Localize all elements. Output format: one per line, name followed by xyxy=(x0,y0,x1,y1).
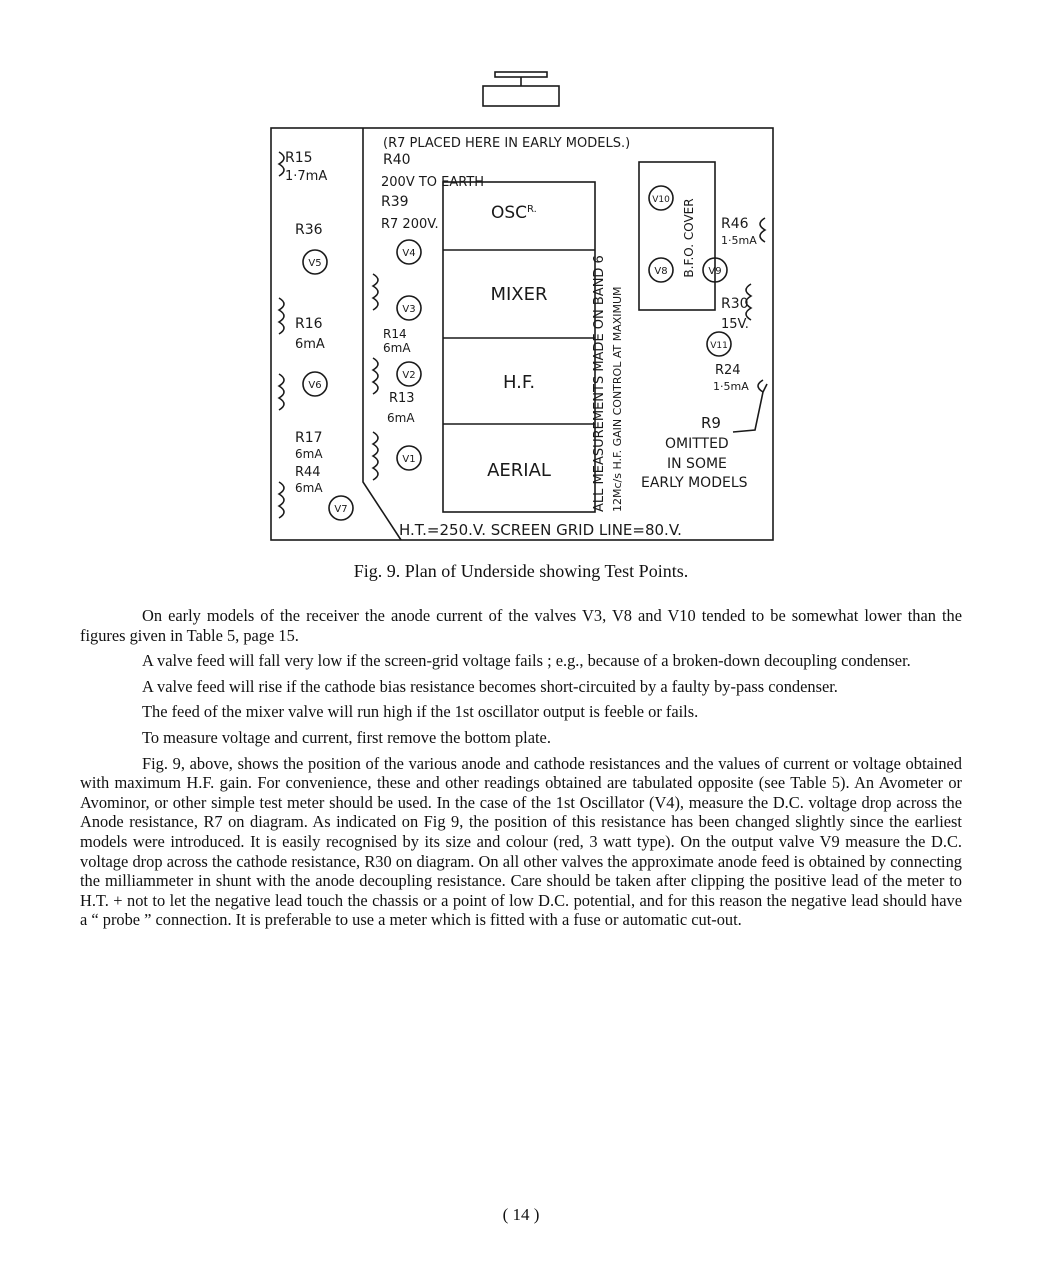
label-v6: V6 xyxy=(308,380,322,391)
paragraph: To measure voltage and current, first remove the bottom plate. xyxy=(142,727,551,747)
label-r15: R15 xyxy=(285,150,313,166)
label-r40: R40 xyxy=(383,152,411,168)
paragraph: Fig. 9, above, shows the position of the various anode and cathode resistances and the values of current or voltage obtained with maximum H.F. gain. For convenience, these and other readings obtained are tabulated opposite (see Table 5). An Avometer or Avominor, or other simple test meter should be used. In the case of the 1st Oscillator (V4), measure the D.C. voltage drop across the Anode resistance, R7 on diagram. As indicated on Fig 9, the position of this resistance has been changed slightly since the earliest models were introduced. It is easily recognised by its size and colour (red, 3 watt type). On the output valve V9 measure the D.C. voltage drop across the cathode resistance, R30 on diagram. On all other valves the approximate anode feed is obtained by connecting the milliammeter in shunt with the anode decoupling resistance. Care should be taken after clipping the positive lead of the meter to H.T. + not to let the negative lead touch the chassis or a point of low D.C. potential, and for this reason the negative lead should have a “ probe ” connection. It is preferable to use a meter which is fitted with a fuse or automatic cut-out. xyxy=(80,753,962,930)
paragraph: A valve feed will rise if the cathode bias resistance becomes short-circuited by a faulty by-pass condenser. xyxy=(142,676,838,696)
label-r30: R30 xyxy=(721,296,749,312)
label-v9: V9 xyxy=(708,266,722,277)
label-r16-value: 6mA xyxy=(295,337,325,352)
label-v11: V11 xyxy=(710,341,728,351)
resistor-r6-symbol xyxy=(279,374,284,410)
label-r44-value: 6mA xyxy=(295,481,323,495)
label-v1: V1 xyxy=(402,454,416,465)
connector-body xyxy=(483,86,559,106)
paragraph: On early models of the receiver the anode current of the valves V3, V8 and V10 tended to be somewhat lower than the figures given in Table 5, page 15. xyxy=(80,606,962,645)
label-r14-value: 6mA xyxy=(383,341,411,355)
label-r13-value: 6mA xyxy=(387,411,415,425)
figure-caption: Fig. 9. Plan of Underside showing Test Points. xyxy=(353,561,689,581)
label-r46: R46 xyxy=(721,216,749,232)
label-r17-value: 6mA xyxy=(295,447,323,461)
label-200v-earth: 200V TO EARTH xyxy=(381,175,485,190)
label-v3: V3 xyxy=(402,304,416,315)
label-v4: V4 xyxy=(402,248,416,259)
label-v5: V5 xyxy=(308,258,322,269)
label-r13: R13 xyxy=(389,391,415,406)
resistor-r16-symbol xyxy=(279,298,284,334)
page-number: ( 14 ) xyxy=(502,1205,540,1224)
label-r46-value: 1·5mA xyxy=(721,234,757,247)
label-v7: V7 xyxy=(334,504,348,515)
label-r30-value: 15V. xyxy=(721,317,749,332)
section-hf: H.F. xyxy=(502,372,536,393)
label-r36: R36 xyxy=(295,222,323,238)
label-r15-value: 1·7mA xyxy=(285,169,328,184)
resistor-v3-symbol xyxy=(373,274,378,310)
top-note: (R7 PLACED HERE IN EARLY MODELS.) xyxy=(383,136,631,151)
section-mixer: MIXER xyxy=(490,284,548,305)
connector-cap xyxy=(495,72,547,77)
body-text xyxy=(80,606,962,936)
resistor-v1-symbol xyxy=(373,432,378,480)
section-osc: $OSC^{R.}$ xyxy=(491,203,537,223)
label-omitted: OMITTED xyxy=(665,436,729,452)
resistor-r44-symbol xyxy=(279,482,284,518)
label-v2: V2 xyxy=(402,370,416,381)
vertical-note-measurements: ALL MEASUREMENTS MADE ON BAND 6 xyxy=(592,255,607,512)
paragraph: The feed of the mixer valve will run high if the 1st oscillator output is feeble or fails. xyxy=(142,702,699,722)
label-r44: R44 xyxy=(295,465,321,480)
resistor-r15-symbol xyxy=(279,152,284,176)
label-r39: R39 xyxy=(381,194,409,210)
label-r7-200v: R7 200V. xyxy=(381,217,439,232)
resistor-v2-symbol xyxy=(373,358,378,394)
vertical-note-gain-control: 12Mc/s H.F. GAIN CONTROL AT MAXIMUM xyxy=(611,286,624,512)
bottom-note: H.T.=250.V. SCREEN GRID LINE=80.V. xyxy=(399,521,682,539)
resistor-r46-symbol xyxy=(760,218,765,242)
label-early-models: EARLY MODELS xyxy=(641,475,748,491)
resistor-r24-symbol xyxy=(758,380,763,392)
label-r24-value: 1·5mA xyxy=(713,380,749,393)
label-r14: R14 xyxy=(383,327,407,341)
label-v10: V10 xyxy=(652,195,670,205)
bfo-cover-box xyxy=(639,162,715,310)
label-in-some: IN SOME xyxy=(667,456,727,472)
label-bfo-cover: B.F.O. COVER xyxy=(682,198,696,278)
label-v8: V8 xyxy=(654,266,668,277)
label-r16: R16 xyxy=(295,316,323,332)
label-r17: R17 xyxy=(295,430,323,446)
section-aerial: AERIAL xyxy=(487,460,551,481)
underside-plan-diagram xyxy=(255,62,795,552)
label-r24: R24 xyxy=(715,363,741,378)
label-r9: R9 xyxy=(701,414,721,432)
paragraph: A valve feed will fall very low if the screen-grid voltage fails ; e.g., because of a broken-down decoupling condenser. xyxy=(142,651,911,671)
